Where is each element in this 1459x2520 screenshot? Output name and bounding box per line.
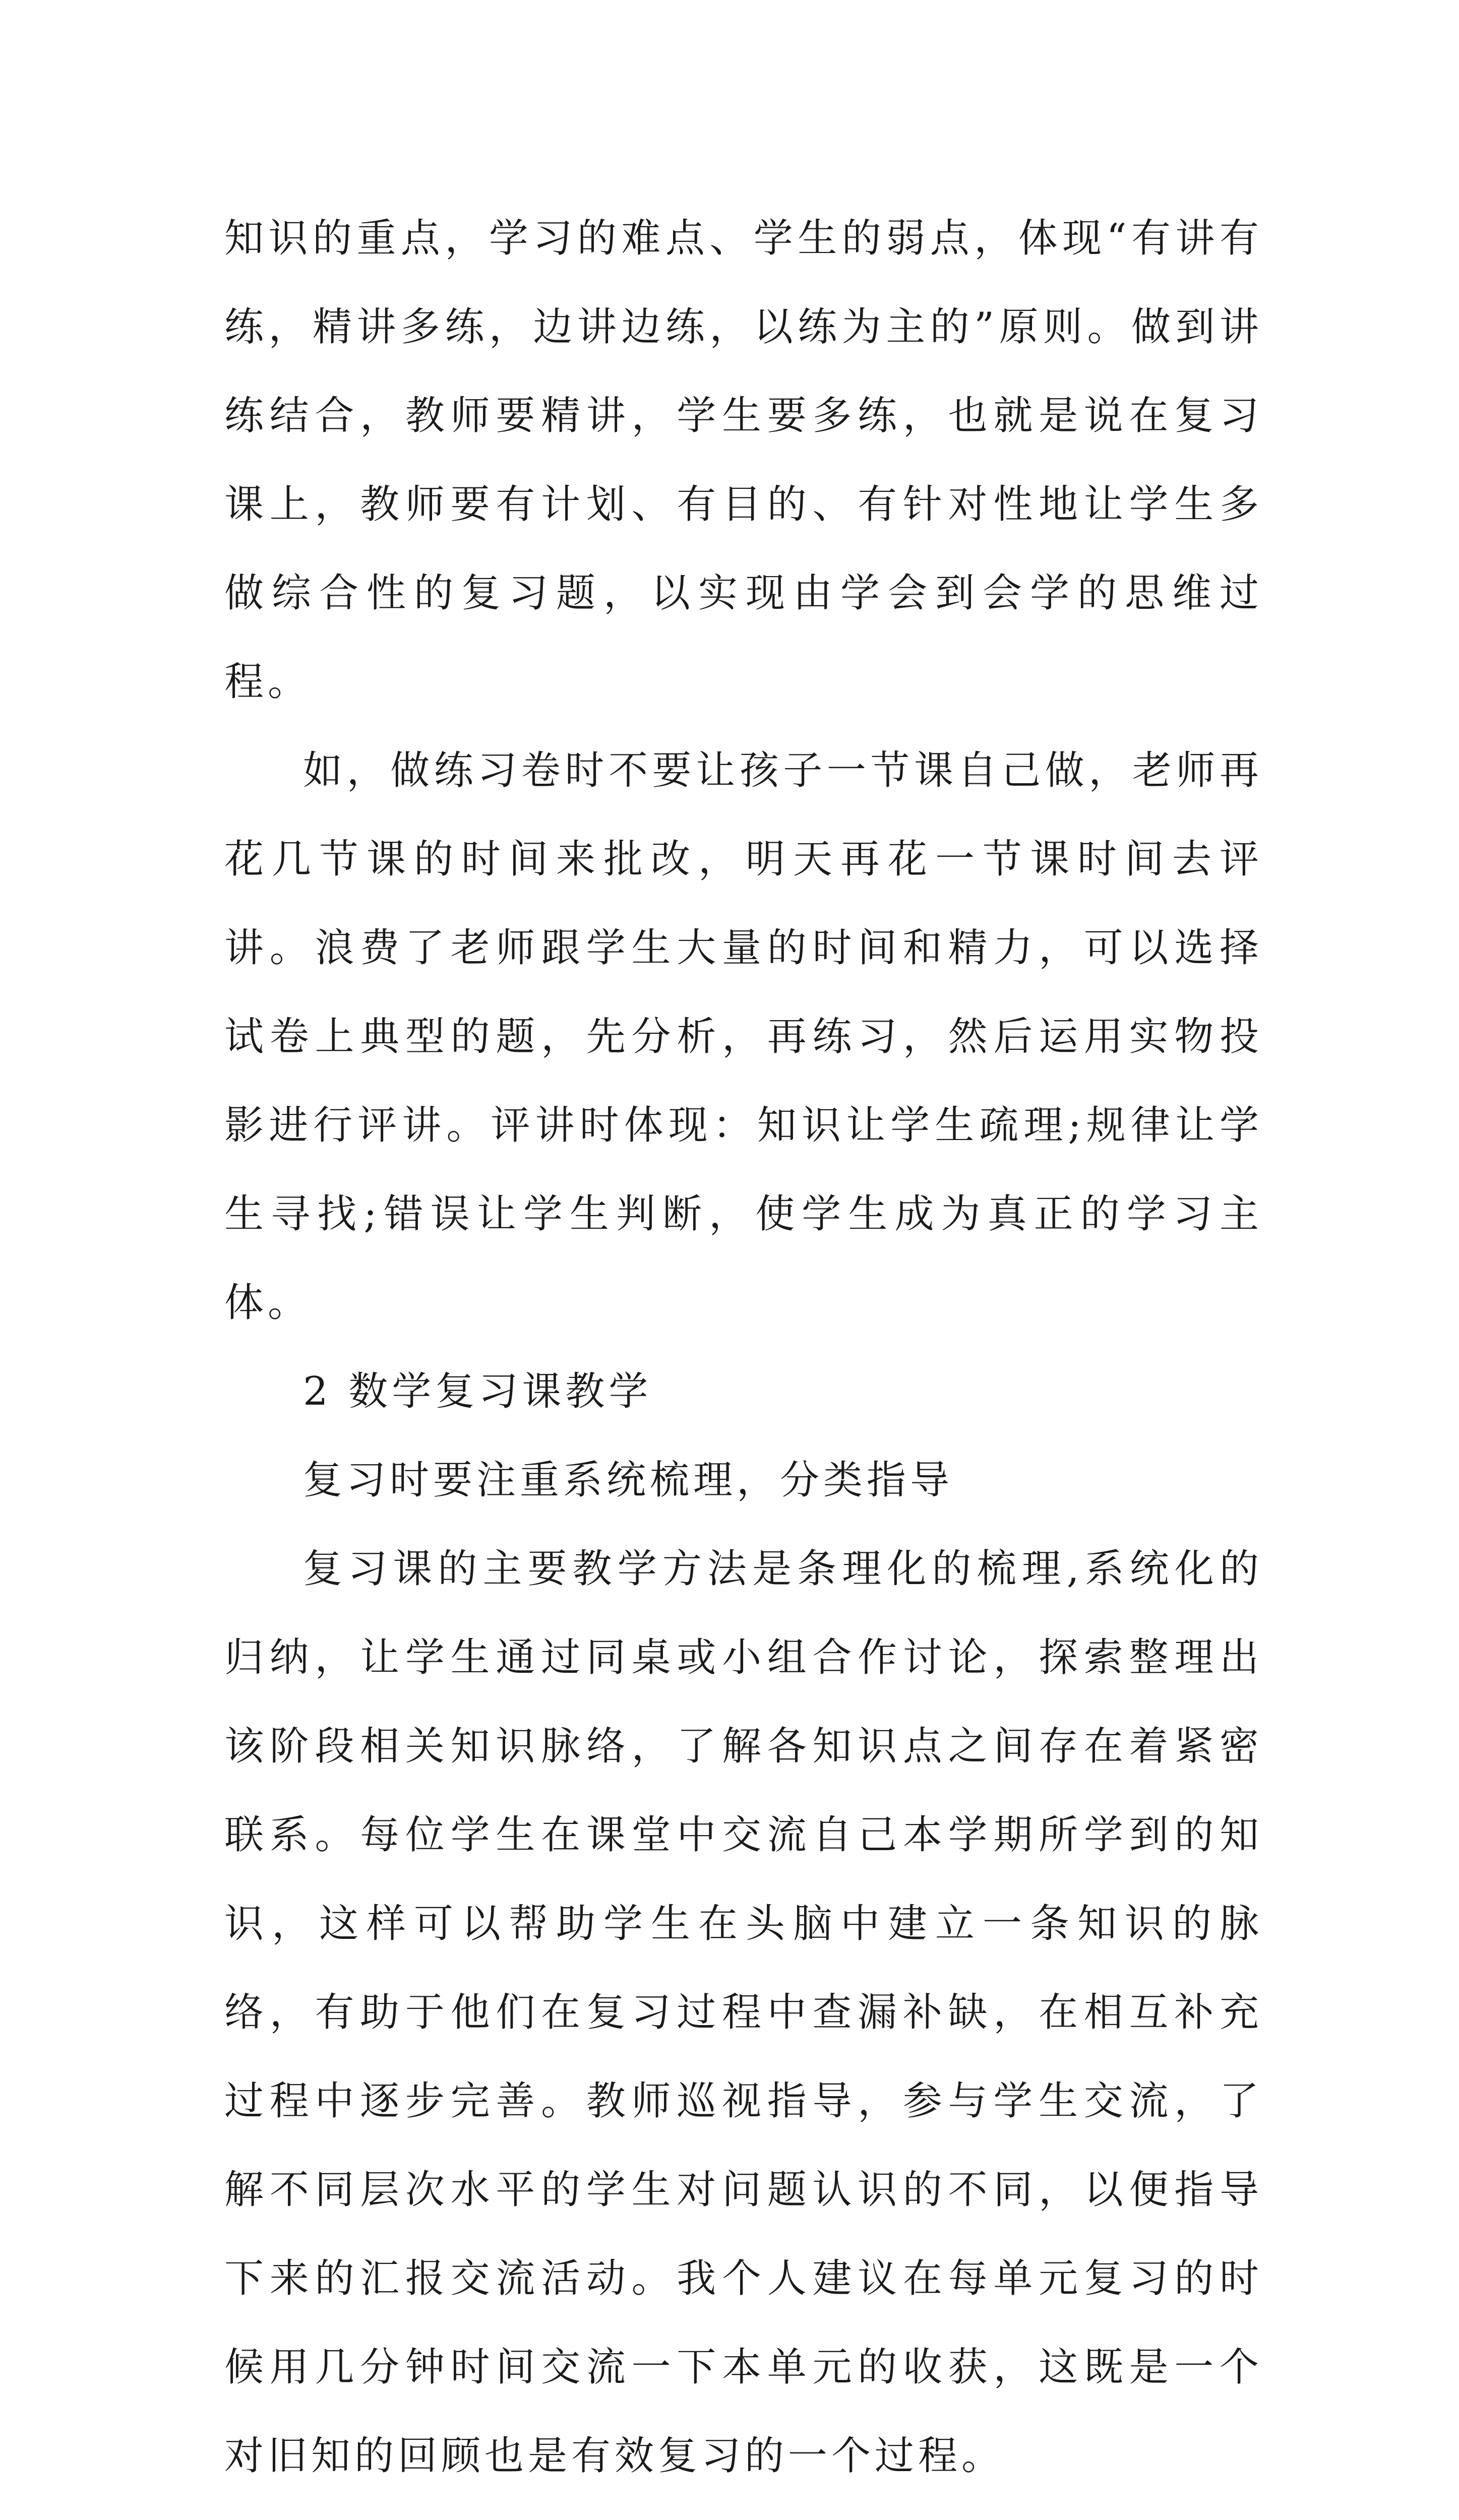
section-heading: 2 数学复习课教学 [303, 1369, 652, 1414]
document-body [224, 194, 1263, 2520]
paragraph-4 [224, 2500, 1263, 2520]
paragraph-1: 知识的重点，学习的难点、学生的弱点，体现“有讲有练，精讲多练，边讲边练，以练为主的”原则。做到讲练结合，教师要精讲，学生要多练，也就是说在复习课上，教师要有计划、有目的、有针对性地让学生多做综合性的复习题，以实现由学会到会学的思维过程。 [224, 216, 1263, 705]
paragraph-3: 复习课的主要教学方法是条理化的梳理,系统化的归纳，让学生通过同桌或小组合作讨论，探索整理出该阶段相关知识脉络，了解各知识点之间存在着紧密联系。每位学生在课堂中交流自己本学期所学到的知识，这样可以帮助学生在头脑中建立一条知识的脉络，有助于他们在复习过程中查漏补缺，在相互补充过程中逐步完善。教师巡视指导，参与学生交流，了解不同层次水平的学生对问题认识的不同，以便指导下来的汇报交流活动。我个人建议在每单元复习的时候用几分钟时间交流一下本单元的收获，这既是一个对旧知的回顾也是有效复习的一个过程。 [224, 1546, 1263, 2479]
paragraph-2: 如，做练习卷时不要让孩子一节课自己做，老师再花几节课的时间来批改，明天再花一节课时间去评讲。浪费了老师跟学生大量的时间和精力，可以选择试卷上典型的题，先分析，再练习，然后运用实物投影进行评讲。评讲时体现：知识让学生疏理;规律让学生寻找;错误让学生判断，使学生成为真正的学习主体。 [224, 748, 1263, 1326]
subsection-heading: 复习时要注重系统梳理，分类指导 [303, 1458, 954, 1503]
